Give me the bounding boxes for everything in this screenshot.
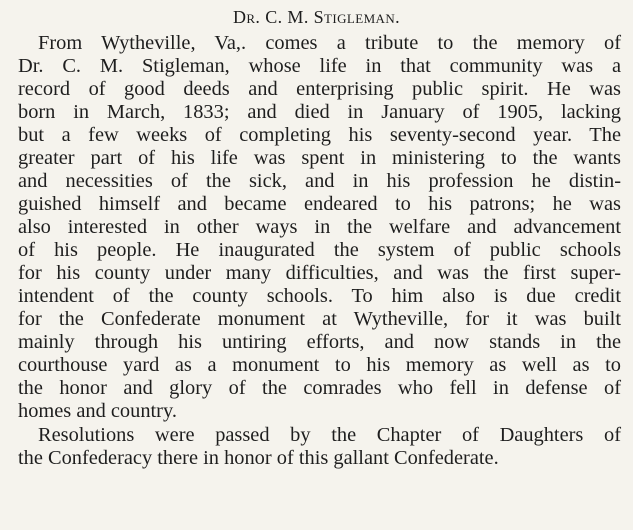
text-line: record of good deeds and enterprising public spirit. He was — [18, 78, 621, 100]
text-line: guished himself and became endeared to his patrons; he was — [18, 193, 621, 215]
text-line: of his people. He inaugurated the system of public schools — [18, 239, 621, 261]
text-line: the Confederacy there in honor of this gallant Confederate. — [18, 447, 499, 469]
text-line: From Wytheville, Va,. comes a tribute to the memory of — [38, 32, 621, 54]
text-line: also interested in other ways in the welfare and advancement — [18, 216, 621, 238]
text-line: but a few weeks of completing his seventy-second year. The — [18, 124, 621, 146]
text-line: intendent of the county schools. To him also is due credit — [18, 285, 621, 307]
text-line: born in March, 1833; and died in January of 1905, lacking — [18, 101, 621, 123]
page-title: Dr. C. M. Stigleman. — [232, 7, 401, 27]
text-line: the honor and glory of the comrades who fell in defense of — [18, 377, 621, 399]
text-line: mainly through his untiring efforts, and now stands in the — [18, 331, 621, 353]
text-line: for the Confederate monument at Wytheville, for it was built — [18, 308, 621, 330]
text-line: greater part of his life was spent in ministering to the wants — [18, 147, 621, 169]
text-line: Dr. C. M. Stigleman, whose life in that community was a — [18, 55, 621, 77]
text-line: courthouse yard as a monument to his memory as well as to — [18, 354, 621, 376]
text-line: homes and country. — [18, 400, 177, 422]
text-line: Resolutions were passed by the Chapter of Daughters of — [38, 424, 621, 446]
text-line: and necessities of the sick, and in his profession he distin- — [18, 170, 621, 192]
text-line: for his county under many difficulties, and was the first super- — [18, 262, 621, 284]
